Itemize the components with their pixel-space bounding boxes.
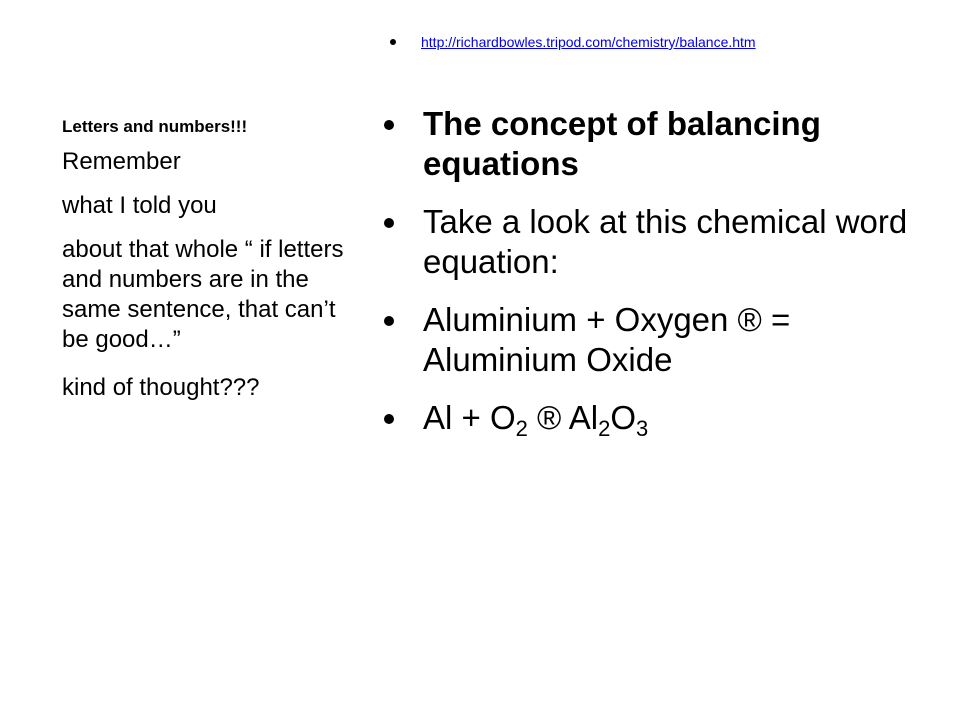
bullet-dot-icon	[384, 218, 394, 228]
formula-o2-subscript: 2	[515, 416, 528, 441]
left-text-letters-numbers: about that whole “ if letters and numbers are in the same sentence, that can’t be good…”	[62, 236, 344, 353]
formula-plus-o: + O	[452, 399, 516, 436]
left-text-remember: Remember	[62, 148, 181, 175]
formula-equation	[423, 399, 649, 441]
right-column	[384, 30, 929, 456]
left-column	[62, 116, 352, 421]
bullet-dot-icon	[384, 316, 394, 326]
link-bullet	[384, 30, 929, 54]
bullet-dot-icon	[384, 120, 394, 130]
left-text-kind-of-thought: kind of thought???	[62, 374, 260, 401]
formula-o: O	[610, 399, 636, 436]
bullet-dot-icon	[390, 39, 396, 45]
bullet-concept	[384, 104, 929, 184]
bullet-aluminium	[384, 300, 929, 380]
formula-al: Al	[423, 399, 453, 436]
bullet-word-equation-text: Take a look at this chemical word equation:	[423, 203, 908, 280]
left-text-told-you: what I told you	[62, 192, 217, 219]
formula-o3-subscript: 3	[635, 416, 649, 441]
balance-link[interactable]: http://richardbowles.tripod.com/chemistry/balance.htm	[421, 34, 756, 50]
bullet-formula	[384, 398, 929, 441]
left-heading: Letters and numbers!!!	[62, 117, 248, 136]
bullet-concept-text: The concept of balancing equations	[423, 105, 821, 182]
bullet-aluminium-text: Aluminium + Oxygen ® = Aluminium Oxide	[423, 301, 791, 378]
bullet-word-equation	[384, 202, 929, 282]
formula-al2-subscript: 2	[598, 416, 611, 441]
formula-arrow-al: ® Al	[527, 399, 599, 436]
bullet-dot-icon	[384, 414, 394, 424]
